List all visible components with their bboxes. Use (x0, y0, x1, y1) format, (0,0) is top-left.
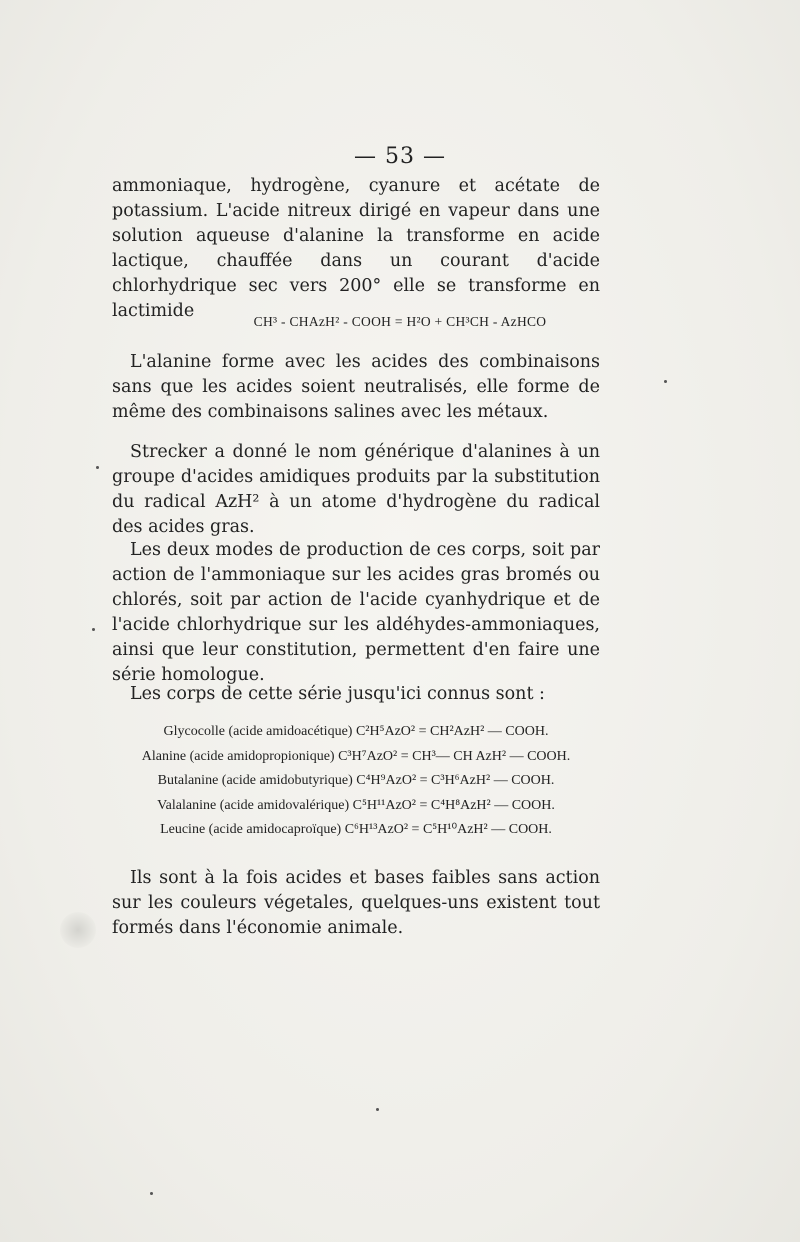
paper-speck (150, 1192, 153, 1195)
series-row-valalanine: Valalanine (acide amidovalérique) C⁵H¹¹AzO² = C⁴H⁸AzH² — COOH. (157, 797, 555, 813)
paper-speck (376, 1108, 379, 1111)
series-row-leucine: Leucine (acide amidocaproïque) C⁶H¹³AzO² = C⁵H¹⁰AzH² — COOH. (160, 822, 552, 837)
paragraph-1 (112, 174, 600, 324)
series-row-alanine: Alanine (acide amidopropionique) C³H⁷AzO² = CH³— CH AzH² — COOH. (141, 748, 571, 764)
paragraph-text: Ils sont à la fois acides et bases faibles sans action sur les couleurs végetales, quelques-uns existent tout formés dans l'économie animale. (112, 868, 600, 938)
series-row-butalanine: Butalanine (acide amidobutyrique) C⁴H⁹AzO² = C³H⁶AzH² — COOH. (157, 773, 555, 788)
paper-speck (92, 628, 95, 631)
paragraph-5 (112, 682, 600, 707)
paper-speck (96, 466, 99, 469)
paragraph-text: ammoniaque, hydrogène, cyanure et acétate de potassium. L'acide nitreux dirigé en vapeur dans une solution aqueuse d'alanine la transforme en acide lactique, chauffée dans un courant d'acide chlorhydrique sec vers 200° elle se transforme en lactimide (112, 176, 600, 321)
paragraph-text: Les corps de cette série jusqu'ici connus sont : (130, 684, 545, 704)
paragraph-text: Les deux modes de production de ces corps, soit par action de l'ammoniaque sur les acides gras bromés ou chlorés, soit par action de l'acide cyanhydrique et de l'acide chlorhydrique sur les aldéhydes-ammoniaques, ainsi que leur constitution, permettent d'en faire une série homologue. (112, 540, 600, 685)
paper-speck (664, 380, 667, 383)
series-row-glycocolle: Glycocolle (acide amidoacétique) C²H⁵AzO² = CH²AzH² — COOH. (163, 724, 549, 739)
paragraph-text: Strecker a donné le nom générique d'alanines à un groupe d'acides amidiques produits par la substitution du radical AzH² à un atome d'hydrogène du radical des acides gras. (112, 442, 600, 537)
paragraph-6 (112, 866, 600, 941)
page-number: — 53 — (354, 144, 446, 169)
paper-smudge (60, 912, 96, 948)
homologous-series-list (112, 720, 600, 843)
lactimide-formula: CH³ - CHAzH² - COOH = H²O + CH³CH - AzHCO (253, 314, 547, 329)
paragraph-2 (112, 350, 600, 425)
paragraph-text: L'alanine forme avec les acides des combinaisons sans que les acides soient neutralisés, elle forme de même des combinaisons salines avec les métaux. (112, 352, 600, 422)
paragraph-3 (112, 440, 600, 540)
paragraph-4 (112, 538, 600, 688)
